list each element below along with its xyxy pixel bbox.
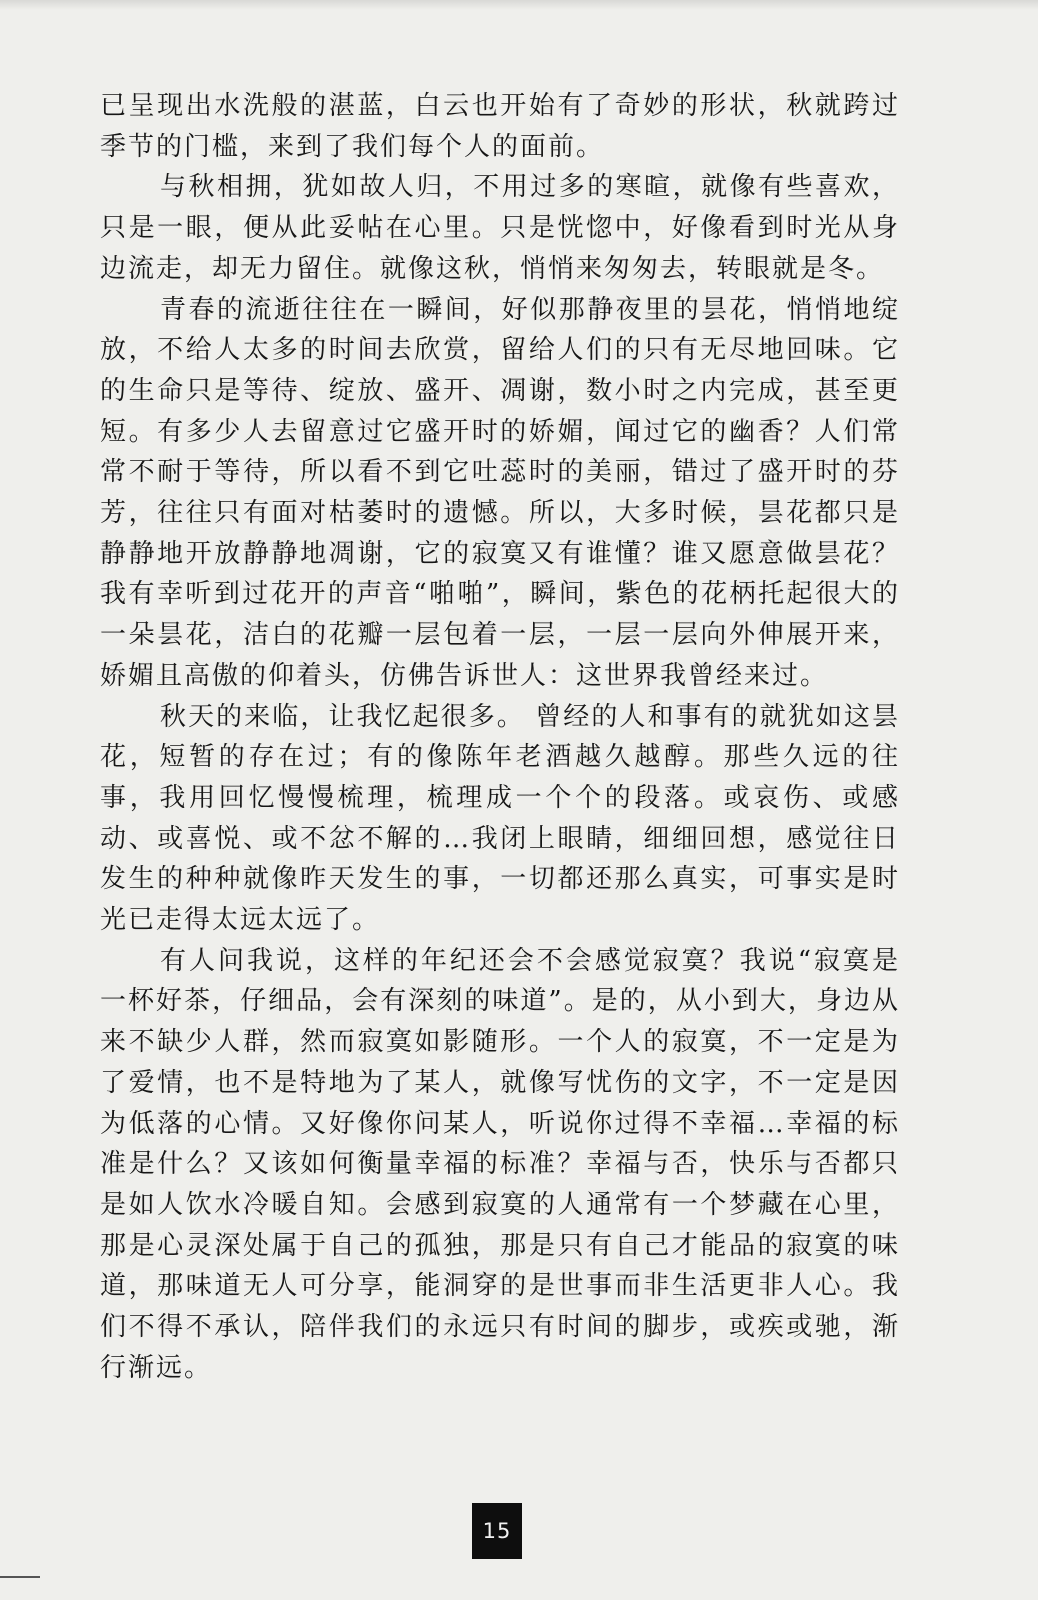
paragraph-loneliness: 有人问我说，这样的年纪还会不会感觉寂寞？我说“寂寞是一杯好茶，仔细品，会有深刻的味道”。是的，从小到大，身边从来不缺少人群，然而寂寞如影随形。一个人的寂寞，不一定是为了爱情，也不是特地为了某人，就像写忧伤的文字，不一定是因为低落的心情。又好像你问某人，听说你过得不幸福…幸福的标准是什么？又该如何衡量幸福的标准？幸福与否，快乐与否都只是如人饮水冷暖自知。会感到寂寞的人通常有一个梦藏在心里，那是心灵深处属于自己的孤独，那是只有自己才能品的寂寞的味道，那味道无人可分享，能洞穿的是世事而非生活更非人心。我们不得不承认，陪伴我们的永远只有时间的脚步，或疾或驰，渐行渐远。 (100, 945, 900, 1383)
paragraph-continuation: 已呈现出水洗般的湛蓝，白云也开始有了奇妙的形状，秋就跨过季节的门槛，来到了我们每个人的面前。 (100, 91, 900, 162)
paragraph-memories: 秋天的来临，让我忆起很多。 曾经的人和事有的就犹如这昙花，短暂的存在过；有的像陈年老酒越久越醇。那些久远的往事，我用回忆慢慢梳理，梳理成一个个的段落。或哀伤、或感动、或喜悦、或不忿不解的…我闭上眼睛，细细回想，感觉往日发生的种种就像昨天发生的事，一切都还那么真实，可事实是时光已走得太远太远了。 (100, 701, 900, 936)
page-number: 15 (482, 1519, 512, 1543)
body-text (100, 86, 900, 1389)
paragraph-autumn-embrace: 与秋相拥，犹如故人归，不用过多的寒暄，就像有些喜欢，只是一眼，便从此妥帖在心里。只是恍惚中，好像看到时光从身边流走，却无力留住。就像这秋，悄悄来匆匆去，转眼就是冬。 (100, 172, 900, 284)
top-edge-shadow (0, 0, 1038, 10)
page-number-badge (472, 1503, 522, 1559)
corner-scan-mark (0, 1576, 40, 1578)
paragraph-epiphyllum: 青春的流逝往往在一瞬间，好似那静夜里的昙花，悄悄地绽放，不给人太多的时间去欣赏，留给人们的只有无尽地回味。它的生命只是等待、绽放、盛开、凋谢，数小时之内完成，甚至更短。有多少人去留意过它盛开时的娇媚，闻过它的幽香？人们常常不耐于等待，所以看不到它吐蕊时的美丽，错过了盛开时的芬芳，往往只有面对枯萎时的遗憾。所以，大多时候，昙花都只是静静地开放静静地凋谢，它的寂寞又有谁懂？谁又愿意做昙花？我有幸听到过花开的声音“啪啪”，瞬间，紫色的花柄托起很大的一朵昙花，洁白的花瓣一层包着一层，一层一层向外伸展开来，娇媚且高傲的仰着头，仿佛告诉世人：这世界我曾经来过。 (100, 294, 900, 691)
